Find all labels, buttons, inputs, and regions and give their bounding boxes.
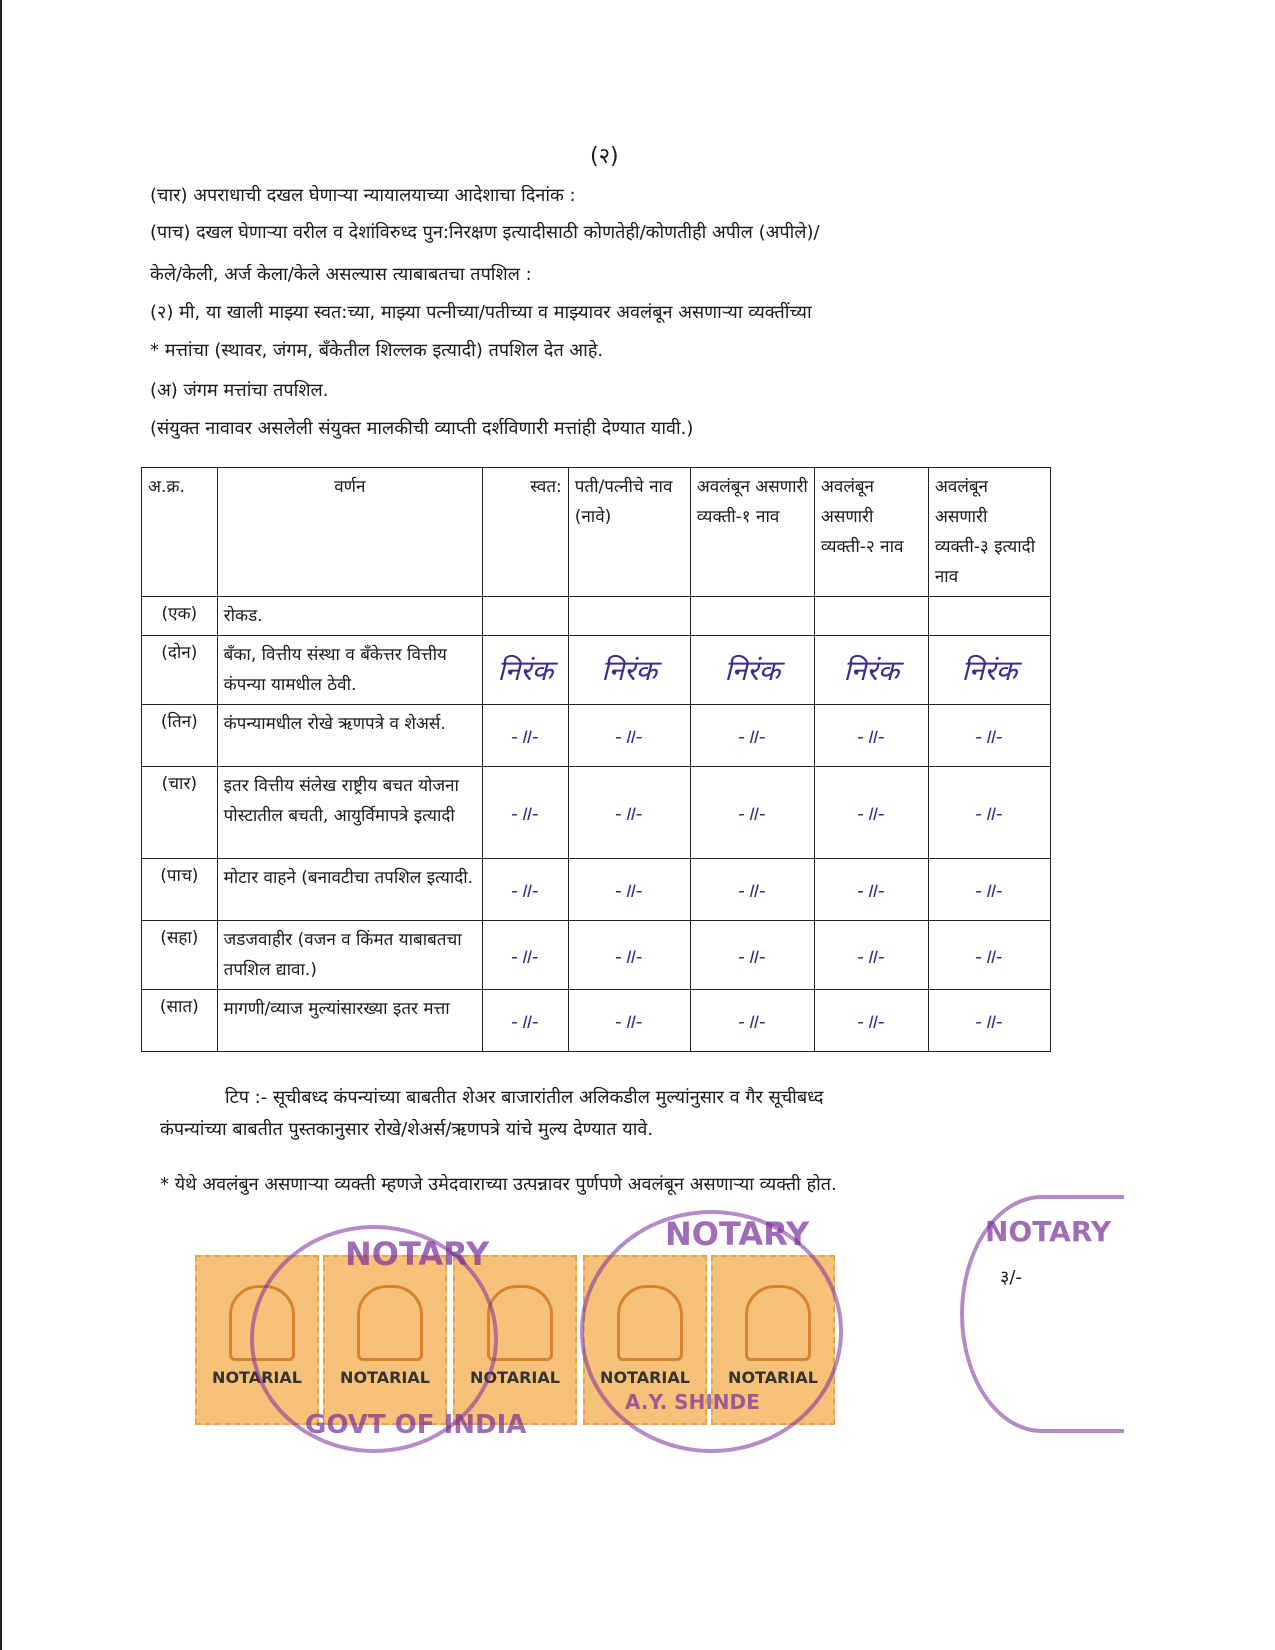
para-char: (चार) अपराधाची दखल घेणाऱ्या न्यायालयाच्या आदेशाचा दिनांक : [150, 185, 576, 206]
row-value-cell: -॥- [928, 705, 1050, 767]
row-serial: (तिन) [142, 705, 218, 767]
partial-seal-text: NOTARY [985, 1215, 1112, 1248]
stamp-label: NOTARIAL [600, 1368, 690, 1387]
para-pach-line1: (पाच) दखल घेणाऱ्या वरील व देशांविरुध्द पुन:निरक्षण इत्यादीसाठी कोणतेही/कोणतीही अपील (अपीले)/ [150, 222, 820, 243]
row-value-cell: -॥- [482, 990, 568, 1052]
row-value-cell [814, 597, 928, 636]
tip-line2: कंपन्यांच्या बाबतीत पुस्तकानुसार रोखे/शेअर्स/ऋणपत्रे यांचे मुल्य देण्यात यावे. [160, 1119, 654, 1140]
para-2-line1: (२) मी, या खाली माझ्या स्वत:च्या, माझ्या पत्नीच्या/पतीच्या व माझ्यावर अवलंबून असणाऱ्या व्यक्तींच्या [150, 302, 812, 323]
header-dependent-3: अवलंबून असणारी व्यक्ती-३ इत्यादी नाव [928, 468, 1050, 597]
row-description: बँका, वित्तीय संस्था व बँकेत्तर वित्तीय कंपन्या यामधील ठेवी. [217, 636, 482, 705]
row-value-cell: -॥- [690, 921, 814, 990]
para-pach-line2: केले/केली, अर्ज केला/केले असल्यास त्याबाबतचा तपशिल : [150, 264, 532, 285]
row-value-cell: -॥- [568, 859, 690, 921]
row-value-cell [568, 597, 690, 636]
row-value-cell: -॥- [928, 990, 1050, 1052]
para-2-line2: * मत्तांचा (स्थावर, जंगम, बँकेतील शिल्लक इत्यादी) तपशिल देत आहे. [150, 340, 604, 361]
row-value-cell [690, 597, 814, 636]
row-description: रोकड. [217, 597, 482, 636]
row-value-cell: -॥- [690, 705, 814, 767]
stamp-label: NOTARIAL [470, 1368, 560, 1387]
star-note: * येथे अवलंबुन असणाऱ्या व्यक्ती म्हणजे उमेदवाराच्या उत्पन्नावर पुर्णपणे अवलंबून असणाऱ्या व्यक्ती होत. [160, 1174, 837, 1195]
row-value-cell: -॥- [814, 990, 928, 1052]
row-value-cell: -॥- [690, 767, 814, 859]
row-value-cell: -॥- [814, 859, 928, 921]
row-serial: (दोन) [142, 636, 218, 705]
row-description: मागणी/व्याज मुल्यांसारख्या इतर मत्ता [217, 990, 482, 1052]
page-number: (२) [590, 144, 619, 169]
row-value-cell: निरंक [690, 636, 814, 705]
row-value-cell: -॥- [568, 990, 690, 1052]
row-value-cell: -॥- [814, 705, 928, 767]
row-serial: (सहा) [142, 921, 218, 990]
page-left-border [0, 0, 2, 1650]
row-value-cell: -॥- [482, 767, 568, 859]
row-value-cell: -॥- [928, 767, 1050, 859]
notarial-stamps-area [195, 1215, 835, 1440]
row-serial: (एक) [142, 597, 218, 636]
row-description: कंपन्यामधील रोखे ऋणपत्रे व शेअर्स. [217, 705, 482, 767]
row-value-cell: निरंक [928, 636, 1050, 705]
table-row [142, 921, 1051, 990]
table-row [142, 990, 1051, 1052]
row-value-cell: निरंक [814, 636, 928, 705]
row-value-cell: निरंक [568, 636, 690, 705]
table-row [142, 767, 1051, 859]
para-joint-note: (संयुक्त नावावर असलेली संयुक्त मालकीची व्याप्ती दर्शविणारी मत्तांही देण्यात यावी.) [150, 418, 694, 439]
row-serial: (सात) [142, 990, 218, 1052]
table-row [142, 597, 1051, 636]
seal-name-text: A.Y. SHINDE [625, 1390, 760, 1414]
row-description: मोटार वाहने (बनावटीचा तपशिल इत्यादी. [217, 859, 482, 921]
row-value-cell: -॥- [928, 859, 1050, 921]
row-value-cell: निरंक [482, 636, 568, 705]
row-value-cell [928, 597, 1050, 636]
seal-text: NOTARY [665, 1215, 810, 1253]
row-value-cell: -॥- [568, 921, 690, 990]
row-value-cell: -॥- [482, 705, 568, 767]
row-value-cell: -॥- [568, 705, 690, 767]
row-value-cell [482, 597, 568, 636]
page-footer-mark: ३/- [1000, 1267, 1022, 1288]
header-spouse: पती/पत्नीचे नाव (नावे) [568, 468, 690, 597]
stamp-label: NOTARIAL [212, 1368, 302, 1387]
row-value-cell: -॥- [814, 921, 928, 990]
row-value-cell: -॥- [690, 990, 814, 1052]
header-description: वर्णन [217, 468, 482, 597]
table-row [142, 859, 1051, 921]
row-value-cell: -॥- [482, 859, 568, 921]
tip-line1: टिप :- सूचीबध्द कंपन्यांच्या बाबतीत शेअर बाजारांतील अलिकडील मुल्यांनुसार व गैर सूचीबध्द [225, 1087, 824, 1108]
stamp-label: NOTARIAL [340, 1368, 430, 1387]
row-value-cell: -॥- [568, 767, 690, 859]
row-serial: (पाच) [142, 859, 218, 921]
table-header-row [142, 468, 1051, 597]
table-row [142, 705, 1051, 767]
header-self: स्वत: [482, 468, 568, 597]
header-dependent-2: अवलंबून असणारी व्यक्ती-२ नाव [814, 468, 928, 597]
seal-text: NOTARY [345, 1235, 490, 1273]
row-description: इतर वित्तीय संलेख राष्ट्रीय बचत योजना पोस्टातील बचती, आयुर्विमापत्रे इत्यादी [217, 767, 482, 859]
row-serial: (चार) [142, 767, 218, 859]
header-serial: अ.क्र. [142, 468, 218, 597]
table-row [142, 636, 1051, 705]
header-dependent-1: अवलंबून असणारी व्यक्ती-१ नाव [690, 468, 814, 597]
stamp-label: NOTARIAL [728, 1368, 818, 1387]
para-a-heading: (अ) जंगम मत्तांचा तपशिल. [150, 380, 329, 401]
row-value-cell: -॥- [814, 767, 928, 859]
row-value-cell: -॥- [482, 921, 568, 990]
row-description: जडजवाहीर (वजन व किंमत याबाबतचा तपशिल द्यावा.) [217, 921, 482, 990]
row-value-cell: -॥- [928, 921, 1050, 990]
movable-assets-table [141, 467, 1051, 1052]
seal-bottom-text: GOVT OF INDIA [305, 1410, 527, 1440]
row-value-cell: -॥- [690, 859, 814, 921]
